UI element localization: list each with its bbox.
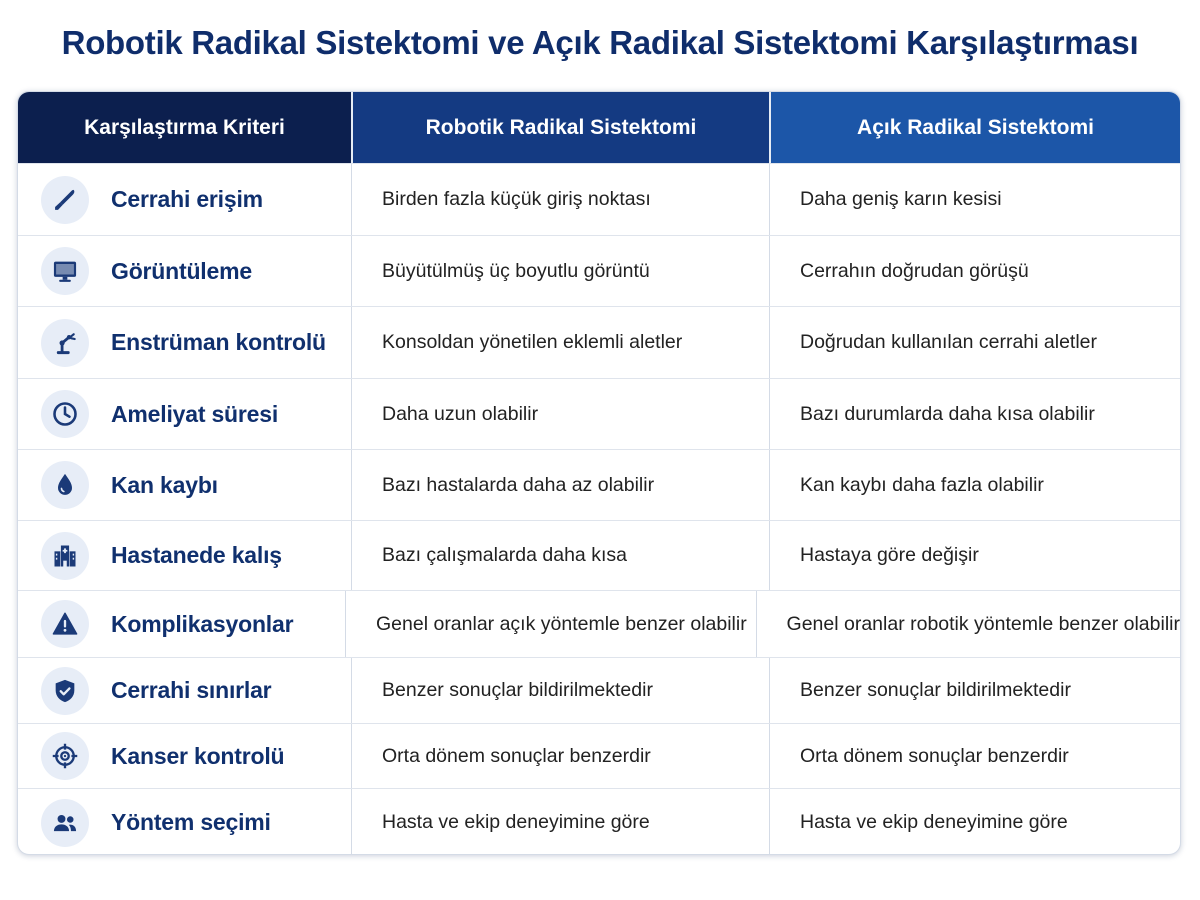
robotic-cell: Bazı hastalarda daha az olabilir xyxy=(351,450,769,520)
open-cell: Doğrudan kullanılan cerrahi aletler xyxy=(769,307,1180,378)
table-row xyxy=(18,520,1180,590)
criterion-cell xyxy=(18,164,351,235)
criterion-label: Kan kaybı xyxy=(111,471,218,498)
criterion-cell xyxy=(18,591,345,657)
criterion-cell xyxy=(18,307,351,378)
criterion-cell xyxy=(18,789,351,855)
table-row xyxy=(18,657,1180,723)
criterion-label: Enstrüman kontrolü xyxy=(111,329,326,355)
header-open: Açık Radikal Sistektomi xyxy=(769,92,1180,163)
blood-drop-icon xyxy=(41,461,89,509)
robotic-cell: Daha uzun olabilir xyxy=(351,379,769,449)
robot-arm-icon xyxy=(41,319,89,367)
scalpel-icon xyxy=(41,176,89,224)
shield-check-icon xyxy=(41,667,89,715)
monitor-icon xyxy=(41,247,89,295)
robotic-cell: Konsoldan yönetilen eklemli aletler xyxy=(351,307,769,378)
table-row xyxy=(18,378,1180,449)
criterion-cell xyxy=(18,724,351,788)
table-header xyxy=(18,92,1180,163)
table-row xyxy=(18,235,1180,306)
table-row xyxy=(18,590,1180,657)
open-cell: Genel oranlar robotik yöntemle benzer olabilir xyxy=(756,591,1180,657)
criterion-label: Cerrahi sınırlar xyxy=(111,677,272,703)
criterion-label: Kanser kontrolü xyxy=(111,742,285,769)
open-cell: Bazı durumlarda daha kısa olabilir xyxy=(769,379,1180,449)
table-row xyxy=(18,449,1180,520)
table-row xyxy=(18,723,1180,788)
open-cell: Hastaya göre değişir xyxy=(769,521,1180,590)
criterion-label: Ameliyat süresi xyxy=(111,400,279,427)
open-cell: Benzer sonuçlar bildirilmektedir xyxy=(769,658,1180,723)
criterion-cell xyxy=(18,450,351,520)
target-icon xyxy=(41,732,89,780)
clock-icon xyxy=(41,390,89,438)
open-cell: Cerrahın doğrudan görüşü xyxy=(769,236,1180,306)
hospital-icon xyxy=(41,532,89,580)
open-cell: Hasta ve ekip deneyimine göre xyxy=(769,789,1180,855)
robotic-cell: Genel oranlar açık yöntemle benzer olabilir xyxy=(345,591,756,657)
robotic-cell: Hasta ve ekip deneyimine göre xyxy=(351,789,769,855)
comparison-table xyxy=(17,91,1181,855)
header-robotic: Robotik Radikal Sistektomi xyxy=(351,92,769,163)
warning-icon xyxy=(41,600,89,648)
criterion-label: Görüntüleme xyxy=(111,257,252,284)
table-row xyxy=(18,788,1180,855)
open-cell: Daha geniş karın kesisi xyxy=(769,164,1180,235)
robotic-cell: Büyütülmüş üç boyutlu görüntü xyxy=(351,236,769,306)
robotic-cell: Benzer sonuçlar bildirilmektedir xyxy=(351,658,769,723)
criterion-cell xyxy=(18,658,351,723)
criterion-label: Hastanede kalış xyxy=(111,542,282,568)
people-icon xyxy=(41,799,89,847)
table-row xyxy=(18,306,1180,378)
criterion-cell xyxy=(18,379,351,449)
criterion-cell xyxy=(18,236,351,306)
page-title: Robotik Radikal Sistektomi ve Açık Radikal Sistektomi Karşılaştırması xyxy=(61,24,1139,61)
table-row xyxy=(18,163,1180,235)
criterion-cell xyxy=(18,521,351,590)
robotic-cell: Birden fazla küçük giriş noktası xyxy=(351,164,769,235)
criterion-label: Yöntem seçimi xyxy=(111,809,271,835)
header-criteria: Karşılaştırma Kriteri xyxy=(18,92,351,163)
criterion-label: Komplikasyonlar xyxy=(111,610,294,637)
robotic-cell: Bazı çalışmalarda daha kısa xyxy=(351,521,769,590)
criterion-label: Cerrahi erişim xyxy=(111,186,263,212)
open-cell: Kan kaybı daha fazla olabilir xyxy=(769,450,1180,520)
open-cell: Orta dönem sonuçlar benzerdir xyxy=(769,724,1180,788)
robotic-cell: Orta dönem sonuçlar benzerdir xyxy=(351,724,769,788)
